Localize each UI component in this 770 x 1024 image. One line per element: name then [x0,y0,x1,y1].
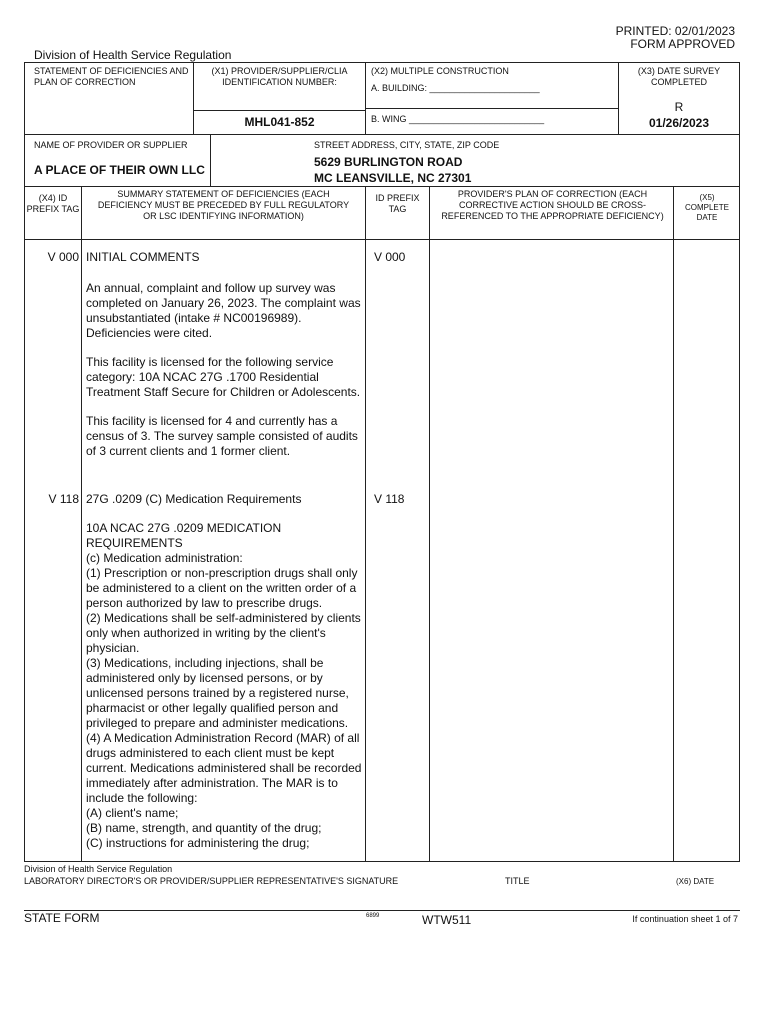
x3-label: (X3) DATE SURVEY COMPLETED [637,66,721,87]
x1-label: (X1) PROVIDER/SUPPLIER/CLIA IDENTIFICATION NUMBER: [211,66,348,87]
division-title: Division of Health Service Regulation [34,48,232,62]
rule-line: (c) Medication administration: [86,551,243,565]
divider [210,134,211,186]
rule-line: (B) name, strength, and quantity of the drug; [86,821,322,835]
form-approved: FORM APPROVED [630,37,735,51]
col-divider [429,186,430,861]
left-border [24,62,25,862]
x2-label: (X2) MULTIPLE CONSTRUCTION [371,66,509,76]
divider [193,110,365,111]
x6-date-label: (X6) DATE [676,877,715,886]
form-number: 6899 [366,913,380,919]
rule-title: 10A NCAC 27G .0209 MEDICATION REQUIREMENTS [86,521,282,550]
provider-bottom-border [24,186,740,187]
right-border [739,62,740,862]
divider [365,62,366,134]
entry-medication-requirements [86,492,362,851]
state-form-label: STATE FORM [24,911,100,925]
building-field: A. BUILDING: ______________________ [371,83,540,93]
wing-field: B. WING ___________________________ [371,114,545,124]
footer-division: Division of Health Service Regulation [24,864,173,874]
divider [365,108,618,109]
provider-name-label: NAME OF PROVIDER OR SUPPLIER [34,140,188,150]
divider [618,62,619,134]
title-label: TITLE [505,876,530,886]
col-divider [673,186,674,861]
header-mid-border [24,134,740,135]
entry-initial-comments [86,250,362,473]
rule-line: (A) client's name; [86,806,179,820]
x5-header: (X5) COMPLETE DATE [684,193,729,222]
address-line1: 5629 BURLINGTON ROAD [314,155,463,169]
entry-paragraph: This facility is licensed for the following service category: 10A NCAC 27G .1700 Residential Treatment Staff Secure for Children or Adolescents. [86,355,361,399]
entry-paragraph: This facility is licensed for 4 and currently has a census of 3. The survey sample consisted of audits of 3 current clients and 1 former client. [86,414,358,458]
survey-date: 01/26/2023 [648,116,710,130]
id-prefix-tag: V 000 [374,250,406,264]
id-prefix-tag: V 118 [374,492,405,506]
body-bottom-border [24,861,740,862]
prefix-tag: V 118 [48,492,79,506]
event-id: WTW511 [422,913,472,927]
rule-line: (C) instructions for administering the drug; [86,836,310,850]
plan-header: PROVIDER'S PLAN OF CORRECTION (EACH CORRECTIVE ACTION SHOULD BE CROSS-REFERENCED TO THE APPROPRIATE DEFICIENCY) [441,189,664,221]
signature-label: LABORATORY DIRECTOR'S OR PROVIDER/SUPPLIER REPRESENTATIVE'S SIGNATURE [24,876,399,886]
entry-paragraph: An annual, complaint and follow up survey was completed on January 26, 2023. The complaint was unsubstantiated (intake # NC00196989). Deficiencies were cited. [86,281,361,340]
rule-line: (3) Medications, including injections, shall be administered only by licensed persons, or by unlicensed persons trained by a registered nurse, pharmacist or other legally qualified person and privileged to prepare and administer medications. [86,656,349,730]
address-line2: MC LEANSVILLE, NC 27301 [314,171,472,185]
columns-bottom-border [24,239,740,240]
provider-id-number: MHL041-852 [244,115,315,129]
rule-line: (1) Prescription or non-prescription drugs shall only be administered to a client on the written order of a person authorized by law to prescribe drugs. [86,566,358,610]
rule-line: (4) A Medication Administration Record (MAR) of all drugs administered to each client must be kept current. Medications administered shall be recorded immediately after administration. The MAR is to include the following: [86,731,362,805]
prefix-tag: V 000 [47,250,79,264]
col-divider [81,186,82,861]
provider-name: A PLACE OF THEIR OWN LLC [34,163,205,177]
address-label: STREET ADDRESS, CITY, STATE, ZIP CODE [314,140,500,150]
entry-heading: 27G .0209 (C) Medication Requirements [86,492,302,506]
survey-code: R [674,100,684,114]
statement-label: STATEMENT OF DEFICIENCIES AND PLAN OF CORRECTION [34,66,189,87]
x4-header: (X4) ID PREFIX TAG [26,193,80,214]
signature-line [24,910,740,911]
divider [193,62,194,134]
summary-header: SUMMARY STATEMENT OF DEFICIENCIES (EACH DEFICIENCY MUST BE PRECEDED BY FULL REGULATORY OR LSC IDENTIFYING INFORMATION) [97,189,350,221]
header-top-border [24,62,740,63]
id-prefix-header: ID PREFIX TAG [375,193,420,214]
rule-line: (2) Medications shall be self-administered by clients only when authorized in writing by the client's physician. [86,611,361,655]
printed-date: PRINTED: 02/01/2023 [615,24,735,38]
col-divider [365,186,366,861]
entry-heading: INITIAL COMMENTS [86,250,200,264]
continuation-sheet: If continuation sheet 1 of 7 [632,914,738,924]
